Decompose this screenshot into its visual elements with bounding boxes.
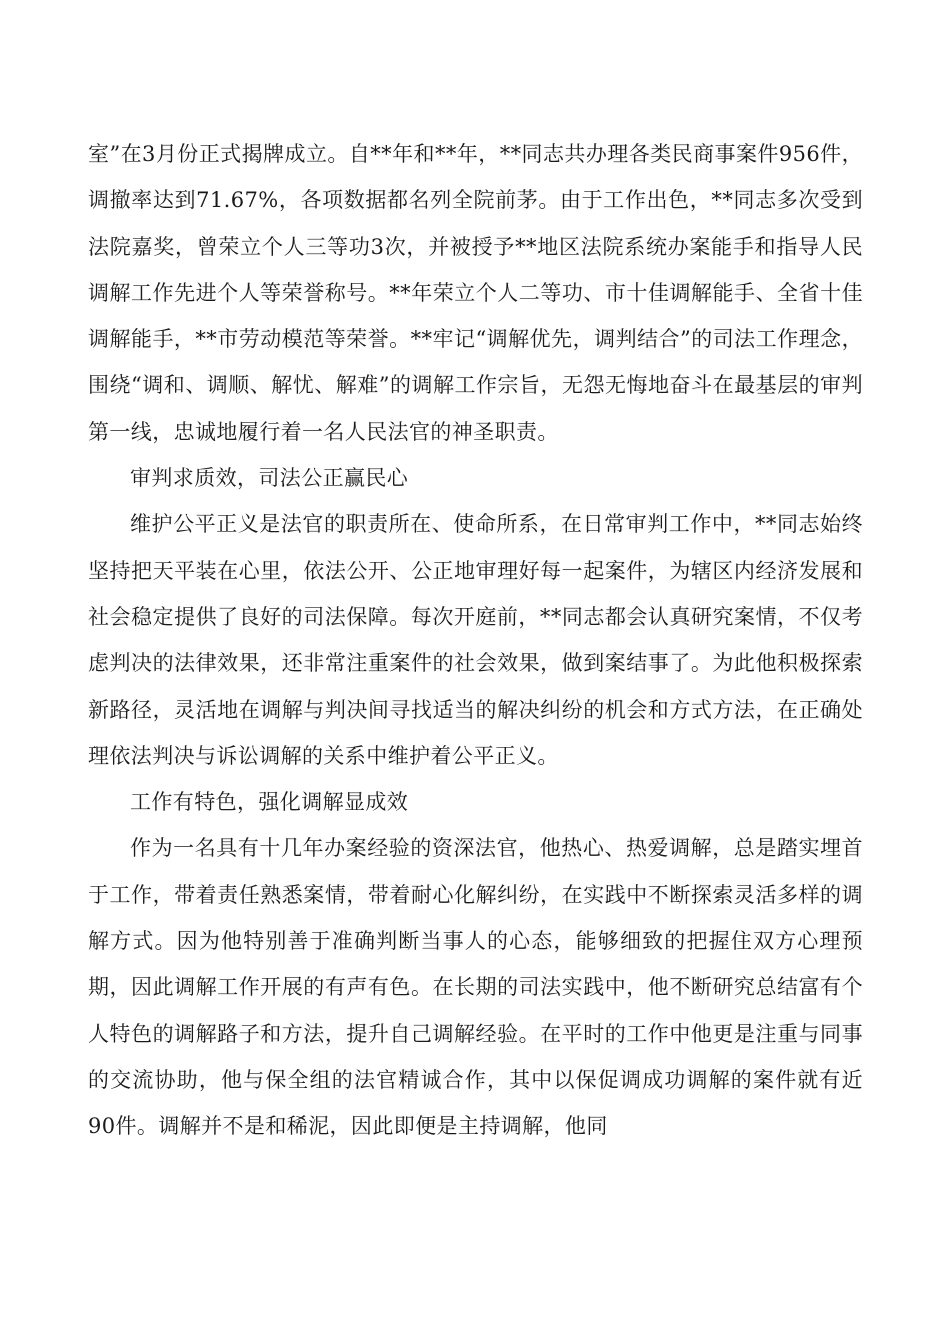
paragraph-mediation: 作为一名具有十几年办案经验的资深法官，他热心、热爱调解，总是踏实埋首于工作，带着责任熟悉案情，带着耐心化解纠纷，在实践中不断探索灵活多样的调解方式。因为他特别善于准确判断当事人的心态，能够细致的把握住双方心理预期，因此调解工作开展的有声有色。在长期的司法实践中，他不断研究总结富有个人特色的调解路子和方法，提升自己调解经验。在平时的工作中他更是注重与同事的交流协助，他与保全组的法官精诚合作，其中以保促调成功调解的案件就有近90件。调解并不是和稀泥，因此即便是主持调解，他同 <box>88 836 863 1139</box>
section-heading-trial-quality: 审判求质效，司法公正赢民心 <box>130 466 409 491</box>
document-page <box>88 131 863 1150</box>
paragraph-continuation: 室”在3月份正式揭牌成立。自**年和**年，**同志共办理各类民商事案件956件，调撤率达到71.67%，各项数据都名列全院前茅。由于工作出色，**同志多次受到法院嘉奖，曾荣立个人三等功3次，并被授予**地区法院系统办案能手和指导人民调解工作先进个人等荣誉称号。**年荣立个人二等功、市十佳调解能手、全省十佳调解能手，**市劳动模范等荣誉。**牢记“调解优先，调判结合”的司法工作理念，围绕“调和、调顺、解忧、解难”的调解工作宗旨，无怨无悔地奋斗在最基层的审判第一线，忠诚地履行着一名人民法官的神圣职责。 <box>88 142 863 444</box>
paragraph-justice: 维护公平正义是法官的职责所在、使命所系，在日常审判工作中，**同志始终坚持把天平装在心里，依法公开、公正地审理好每一起案件，为辖区内经济发展和社会稳定提供了良好的司法保障。每次开庭前，**同志都会认真研究案情，不仅考虑判决的法律效果，还非常注重案件的社会效果，做到案结事了。为此他积极探索新路径，灵活地在调解与判决间寻找适当的解决纠纷的机会和方式方法，在正确处理依法判决与诉讼调解的关系中维护着公平正义。 <box>88 512 863 768</box>
section-heading-mediation: 工作有特色，强化调解显成效 <box>130 790 409 815</box>
